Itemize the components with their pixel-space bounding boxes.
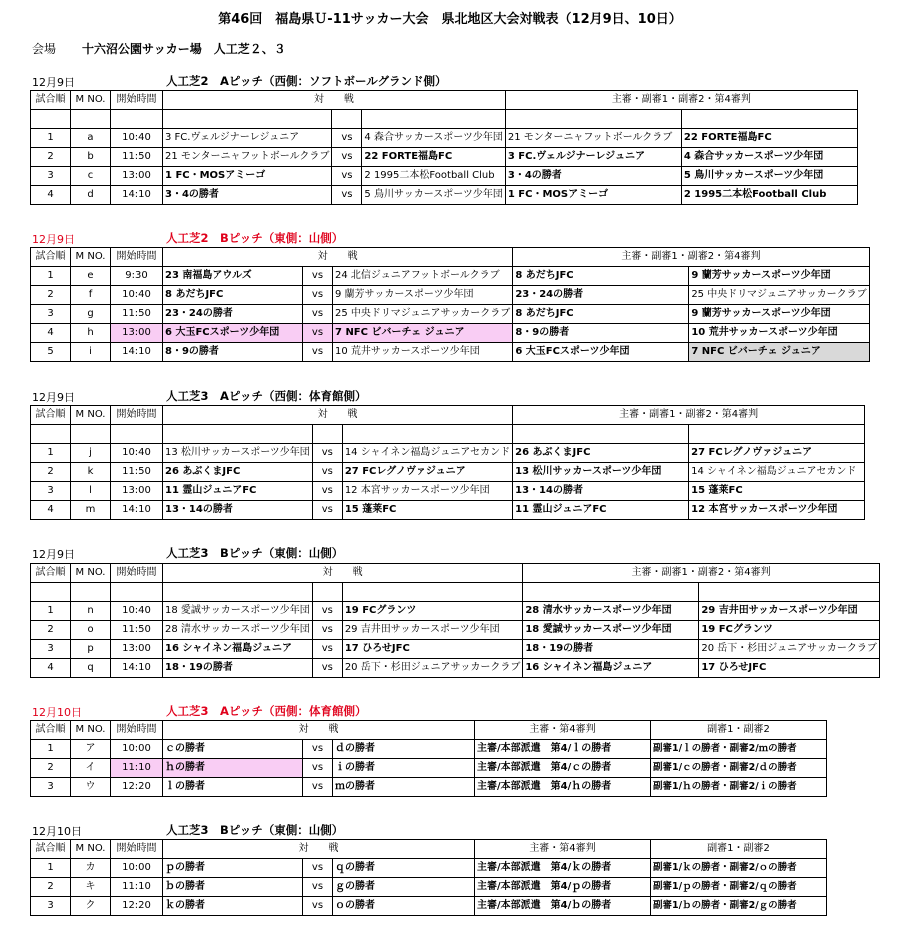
header-mno: M NO. bbox=[71, 721, 111, 740]
match-number: b bbox=[71, 148, 111, 167]
start-time: 12:20 bbox=[111, 897, 163, 916]
header-referee-assist: 副審1・副審2 bbox=[651, 840, 827, 859]
match-order: 1 bbox=[31, 859, 71, 878]
schedule-table bbox=[30, 720, 827, 797]
header-mno: M NO. bbox=[71, 91, 111, 110]
section-header bbox=[30, 821, 870, 839]
vs-label: vs bbox=[303, 759, 333, 778]
team-2: ｄの勝者 bbox=[333, 740, 475, 759]
header-referee-assist: 副審1・副審2 bbox=[651, 721, 827, 740]
section-header bbox=[30, 387, 870, 405]
referee-assist: 副審1/ｃの勝者・副審2/ｄの勝者 bbox=[651, 759, 827, 778]
schedule-table bbox=[30, 563, 880, 678]
match-order: 2 bbox=[31, 878, 71, 897]
team-2: 10 荒井サッカースポーツ少年団 bbox=[333, 343, 513, 362]
header-mno: M NO. bbox=[71, 840, 111, 859]
start-time: 11:50 bbox=[111, 463, 163, 482]
referee-2: 7 NFC ビバーチェ ジュニア bbox=[689, 343, 869, 362]
referee-assist: 副審1/ｋの勝者・副審2/ｏの勝者 bbox=[651, 859, 827, 878]
team-2: 5 鳥川サッカースポーツ少年団 bbox=[362, 186, 505, 205]
start-time: 10:00 bbox=[111, 859, 163, 878]
team-1: 23 南福島アウルズ bbox=[163, 267, 303, 286]
referee-2: 25 中央ドリマジュニアサッカークラブ bbox=[689, 286, 869, 305]
blank-row bbox=[31, 583, 880, 602]
match-number: m bbox=[71, 501, 111, 520]
table-row bbox=[31, 286, 870, 305]
table-row bbox=[31, 267, 870, 286]
header-order: 試合順 bbox=[31, 721, 71, 740]
referee-2: 19 FCグランツ bbox=[699, 621, 880, 640]
team-2: 14 シャイネン福島ジュニアセカンド bbox=[342, 444, 512, 463]
referee-1: 18 愛誠サッカースポーツ少年団 bbox=[523, 621, 699, 640]
table-header-row bbox=[31, 721, 827, 740]
referee-assist: 副審1/ｂの勝者・副審2/ｇの勝者 bbox=[651, 897, 827, 916]
match-order: 3 bbox=[31, 897, 71, 916]
section-pitch: 人工芝2 Bピッチ（東側：山側） bbox=[166, 231, 344, 245]
referee-main: 主審/本部派遣 第4/ｃの勝者 bbox=[475, 759, 651, 778]
header-mno: M NO. bbox=[71, 406, 111, 425]
referee-main: 主審/本部派遣 第4/ｐの勝者 bbox=[475, 878, 651, 897]
schedule-table bbox=[30, 247, 870, 362]
vs-label: vs bbox=[303, 324, 333, 343]
schedule-table bbox=[30, 405, 865, 520]
team-1: ｌの勝者 bbox=[163, 778, 303, 797]
schedule-table bbox=[30, 90, 858, 205]
match-number: h bbox=[71, 324, 111, 343]
table-row bbox=[31, 129, 858, 148]
referee-2: 17 ひろせJFC bbox=[699, 659, 880, 678]
header-order: 試合順 bbox=[31, 248, 71, 267]
section-date: 12月9日 bbox=[32, 76, 75, 89]
referee-1: 21 モンターニャフットボールクラブ bbox=[505, 129, 681, 148]
table-row bbox=[31, 167, 858, 186]
header-time: 開始時間 bbox=[111, 840, 163, 859]
venue-line bbox=[32, 40, 286, 57]
match-number: a bbox=[71, 129, 111, 148]
section-date: 12月9日 bbox=[32, 391, 75, 404]
start-time: 13:00 bbox=[111, 324, 163, 343]
header-referees: 主審・副審1・副審2・第4審判 bbox=[523, 564, 880, 583]
match-order: 3 bbox=[31, 640, 71, 659]
match-order: 1 bbox=[31, 602, 71, 621]
schedule-table bbox=[30, 839, 827, 916]
referee-1: 6 大玉FCスポーツ少年団 bbox=[513, 343, 689, 362]
table-row bbox=[31, 324, 870, 343]
start-time: 11:50 bbox=[111, 621, 163, 640]
match-order: 4 bbox=[31, 659, 71, 678]
table-row bbox=[31, 463, 865, 482]
referee-main: 主審/本部派遣 第4/ｈの勝者 bbox=[475, 778, 651, 797]
start-time: 14:10 bbox=[111, 659, 163, 678]
referee-2: 22 FORTE福島FC bbox=[681, 129, 857, 148]
table-row bbox=[31, 444, 865, 463]
match-number: ウ bbox=[71, 778, 111, 797]
match-order: 4 bbox=[31, 501, 71, 520]
team-2: ｉの勝者 bbox=[333, 759, 475, 778]
referee-2: 20 岳下・杉田ジュニアサッカークラブ bbox=[699, 640, 880, 659]
team-2: 19 FCグランツ bbox=[342, 602, 523, 621]
section-pitch: 人工芝2 Aピッチ（西側：ソフトボールグランド側） bbox=[166, 74, 447, 88]
referee-1: 18・19の勝者 bbox=[523, 640, 699, 659]
referee-1: 11 霊山ジュニアFC bbox=[513, 501, 689, 520]
match-number: n bbox=[71, 602, 111, 621]
venue-label: 会場 bbox=[32, 42, 57, 56]
referee-1: 28 清水サッカースポーツ少年団 bbox=[523, 602, 699, 621]
team-1: ｋの勝者 bbox=[163, 897, 303, 916]
start-time: 10:00 bbox=[111, 740, 163, 759]
referee-assist: 副審1/ｈの勝者・副審2/ｉの勝者 bbox=[651, 778, 827, 797]
start-time: 11:50 bbox=[111, 305, 163, 324]
vs-label: vs bbox=[303, 878, 333, 897]
table-row bbox=[31, 759, 827, 778]
table-row bbox=[31, 859, 827, 878]
referee-2: 5 鳥川サッカースポーツ少年団 bbox=[681, 167, 857, 186]
match-number: q bbox=[71, 659, 111, 678]
table-row bbox=[31, 602, 880, 621]
section-header bbox=[30, 544, 870, 562]
team-2: ｇの勝者 bbox=[333, 878, 475, 897]
header-referee-main: 主審・第4審判 bbox=[475, 721, 651, 740]
header-time: 開始時間 bbox=[111, 406, 163, 425]
team-2: 17 ひろせJFC bbox=[342, 640, 523, 659]
referee-1: 23・24の勝者 bbox=[513, 286, 689, 305]
table-row bbox=[31, 148, 858, 167]
referee-1: 3・4の勝者 bbox=[505, 167, 681, 186]
match-order: 3 bbox=[31, 167, 71, 186]
match-number: j bbox=[71, 444, 111, 463]
match-number: ク bbox=[71, 897, 111, 916]
document-title: 第46回 福島県Ｕ-11サッカー大会 県北地区大会対戦表（12月9日、10日） bbox=[218, 12, 682, 27]
team-1: 18 愛誠サッカースポーツ少年団 bbox=[163, 602, 313, 621]
section-header bbox=[30, 72, 870, 90]
team-2: ｍの勝者 bbox=[333, 778, 475, 797]
referee-1: 16 シャイネン福島ジュニア bbox=[523, 659, 699, 678]
referee-2: 10 荒井サッカースポーツ少年団 bbox=[689, 324, 869, 343]
team-2: ｏの勝者 bbox=[333, 897, 475, 916]
team-2: 7 NFC ビバーチェ ジュニア bbox=[333, 324, 513, 343]
vs-label: vs bbox=[312, 602, 342, 621]
match-order: 3 bbox=[31, 305, 71, 324]
team-2: 27 FCレグノヴァジュニア bbox=[342, 463, 512, 482]
start-time: 9:30 bbox=[111, 267, 163, 286]
team-1: 21 モンターニャフットボールクラブ bbox=[163, 148, 332, 167]
referee-2: 12 本宮サッカースポーツ少年団 bbox=[689, 501, 865, 520]
table-row bbox=[31, 640, 880, 659]
team-1: 8 あだちJFC bbox=[163, 286, 303, 305]
header-time: 開始時間 bbox=[111, 721, 163, 740]
section-pitch: 人工芝3 Aピッチ（西側：体育館側） bbox=[166, 704, 367, 718]
header-time: 開始時間 bbox=[111, 564, 163, 583]
team-1: 28 清水サッカースポーツ少年団 bbox=[163, 621, 313, 640]
section-date: 12月10日 bbox=[32, 706, 82, 719]
header-matchup: 対 戦 bbox=[163, 406, 513, 425]
referee-2: 27 FCレグノヴァジュニア bbox=[689, 444, 865, 463]
referee-2: 4 森合サッカースポーツ少年団 bbox=[681, 148, 857, 167]
table-header-row bbox=[31, 248, 870, 267]
vs-label: vs bbox=[303, 897, 333, 916]
table-row bbox=[31, 501, 865, 520]
blank-row bbox=[31, 110, 858, 129]
team-1: 1 FC・MOSアミーゴ bbox=[163, 167, 332, 186]
match-order: 1 bbox=[31, 740, 71, 759]
team-1: 18・19の勝者 bbox=[163, 659, 313, 678]
team-2: 9 蘭芳サッカースポーツ少年団 bbox=[333, 286, 513, 305]
table-row bbox=[31, 740, 827, 759]
referee-2: 2 1995二本松Football Club bbox=[681, 186, 857, 205]
section-date: 12月9日 bbox=[32, 233, 75, 246]
vs-label: vs bbox=[303, 343, 333, 362]
header-time: 開始時間 bbox=[111, 91, 163, 110]
start-time: 14:10 bbox=[111, 186, 163, 205]
match-number: o bbox=[71, 621, 111, 640]
match-number: c bbox=[71, 167, 111, 186]
team-1: 3 FC.ヴェルジナーレジュニア bbox=[163, 129, 332, 148]
start-time: 10:40 bbox=[111, 286, 163, 305]
referee-main: 主審/本部派遣 第4/ｋの勝者 bbox=[475, 859, 651, 878]
table-row bbox=[31, 305, 870, 324]
team-1: ｈの勝者 bbox=[163, 759, 303, 778]
referee-1: 8・9の勝者 bbox=[513, 324, 689, 343]
referee-assist: 副審1/ｐの勝者・副審2/ｑの勝者 bbox=[651, 878, 827, 897]
match-number: d bbox=[71, 186, 111, 205]
team-1: ｂの勝者 bbox=[163, 878, 303, 897]
start-time: 14:10 bbox=[111, 343, 163, 362]
vs-label: vs bbox=[303, 740, 333, 759]
vs-label: vs bbox=[332, 167, 362, 186]
table-row bbox=[31, 343, 870, 362]
vs-label: vs bbox=[303, 305, 333, 324]
referee-1: 13 松川サッカースポーツ少年団 bbox=[513, 463, 689, 482]
table-row bbox=[31, 482, 865, 501]
start-time: 13:00 bbox=[111, 640, 163, 659]
team-2: 29 吉井田サッカースポーツ少年団 bbox=[342, 621, 523, 640]
team-1: ｐの勝者 bbox=[163, 859, 303, 878]
start-time: 10:40 bbox=[111, 602, 163, 621]
match-number: f bbox=[71, 286, 111, 305]
vs-label: vs bbox=[332, 186, 362, 205]
table-row bbox=[31, 621, 880, 640]
table-row bbox=[31, 778, 827, 797]
referee-main: 主審/本部派遣 第4/ｌの勝者 bbox=[475, 740, 651, 759]
vs-label: vs bbox=[312, 463, 342, 482]
referee-2: 15 蓬莱FC bbox=[689, 482, 865, 501]
match-order: 2 bbox=[31, 621, 71, 640]
match-order: 4 bbox=[31, 324, 71, 343]
start-time: 13:00 bbox=[111, 167, 163, 186]
match-order: 1 bbox=[31, 129, 71, 148]
match-number: p bbox=[71, 640, 111, 659]
team-1: 26 あぶくまJFC bbox=[163, 463, 313, 482]
match-order: 4 bbox=[31, 186, 71, 205]
table-header-row bbox=[31, 406, 865, 425]
section-header bbox=[30, 702, 870, 720]
match-number: i bbox=[71, 343, 111, 362]
header-time: 開始時間 bbox=[111, 248, 163, 267]
team-2: 24 北信ジュニアフットボールクラブ bbox=[333, 267, 513, 286]
vs-label: vs bbox=[332, 129, 362, 148]
team-2: 2 1995二本松Football Club bbox=[362, 167, 505, 186]
referee-1: 3 FC.ヴェルジナーレジュニア bbox=[505, 148, 681, 167]
start-time: 11:10 bbox=[111, 759, 163, 778]
table-row bbox=[31, 878, 827, 897]
start-time: 11:10 bbox=[111, 878, 163, 897]
match-number: イ bbox=[71, 759, 111, 778]
team-1: 16 シャイネン福島ジュニア bbox=[163, 640, 313, 659]
team-2: 20 岳下・杉田ジュニアサッカークラブ bbox=[342, 659, 523, 678]
match-order: 2 bbox=[31, 463, 71, 482]
referee-2: 9 蘭芳サッカースポーツ少年団 bbox=[689, 267, 869, 286]
referee-1: 8 あだちJFC bbox=[513, 305, 689, 324]
vs-label: vs bbox=[312, 501, 342, 520]
match-number: e bbox=[71, 267, 111, 286]
start-time: 13:00 bbox=[111, 482, 163, 501]
match-order: 3 bbox=[31, 482, 71, 501]
team-1: 11 霊山ジュニアFC bbox=[163, 482, 313, 501]
header-order: 試合順 bbox=[31, 91, 71, 110]
referee-1: 1 FC・MOSアミーゴ bbox=[505, 186, 681, 205]
match-number: l bbox=[71, 482, 111, 501]
vs-label: vs bbox=[303, 778, 333, 797]
header-referee-main: 主審・第4審判 bbox=[475, 840, 651, 859]
vs-label: vs bbox=[303, 267, 333, 286]
header-referees: 主審・副審1・副審2・第4審判 bbox=[505, 91, 857, 110]
match-number: g bbox=[71, 305, 111, 324]
team-2: 22 FORTE福島FC bbox=[362, 148, 505, 167]
team-2: ｑの勝者 bbox=[333, 859, 475, 878]
section-header bbox=[30, 229, 870, 247]
match-order: 2 bbox=[31, 148, 71, 167]
match-order: 1 bbox=[31, 267, 71, 286]
match-order: 2 bbox=[31, 286, 71, 305]
referee-1: 13・14の勝者 bbox=[513, 482, 689, 501]
header-matchup: 対 戦 bbox=[163, 91, 506, 110]
header-order: 試合順 bbox=[31, 564, 71, 583]
section-pitch: 人工芝3 Bピッチ（東側：山側） bbox=[166, 823, 344, 837]
match-number: キ bbox=[71, 878, 111, 897]
vs-label: vs bbox=[303, 286, 333, 305]
match-number: k bbox=[71, 463, 111, 482]
header-matchup: 対 戦 bbox=[163, 248, 513, 267]
vs-label: vs bbox=[312, 659, 342, 678]
match-number: ア bbox=[71, 740, 111, 759]
vs-label: vs bbox=[312, 640, 342, 659]
start-time: 12:20 bbox=[111, 778, 163, 797]
team-1: ｃの勝者 bbox=[163, 740, 303, 759]
vs-label: vs bbox=[303, 859, 333, 878]
match-order: 3 bbox=[31, 778, 71, 797]
match-order: 1 bbox=[31, 444, 71, 463]
match-number: カ bbox=[71, 859, 111, 878]
vs-label: vs bbox=[332, 148, 362, 167]
match-order: 2 bbox=[31, 759, 71, 778]
team-1: 8・9の勝者 bbox=[163, 343, 303, 362]
header-order: 試合順 bbox=[31, 406, 71, 425]
vs-label: vs bbox=[312, 482, 342, 501]
section-pitch: 人工芝3 Bピッチ（東側：山側） bbox=[166, 546, 344, 560]
section-pitch: 人工芝3 Aピッチ（西側：体育館側） bbox=[166, 389, 367, 403]
header-matchup: 対 戦 bbox=[163, 840, 475, 859]
header-referees: 主審・副審1・副審2・第4審判 bbox=[513, 248, 869, 267]
table-row bbox=[31, 186, 858, 205]
vs-label: vs bbox=[312, 621, 342, 640]
table-row bbox=[31, 659, 880, 678]
blank-row bbox=[31, 425, 865, 444]
referee-1: 26 あぶくまJFC bbox=[513, 444, 689, 463]
start-time: 14:10 bbox=[111, 501, 163, 520]
team-1: 13 松川サッカースポーツ少年団 bbox=[163, 444, 313, 463]
header-order: 試合順 bbox=[31, 840, 71, 859]
header-mno: M NO. bbox=[71, 564, 111, 583]
vs-label: vs bbox=[312, 444, 342, 463]
team-2: 15 蓬莱FC bbox=[342, 501, 512, 520]
table-header-row bbox=[31, 91, 858, 110]
referee-2: 9 蘭芳サッカースポーツ少年団 bbox=[689, 305, 869, 324]
start-time: 10:40 bbox=[111, 444, 163, 463]
team-1: 23・24の勝者 bbox=[163, 305, 303, 324]
start-time: 11:50 bbox=[111, 148, 163, 167]
section-date: 12月10日 bbox=[32, 825, 82, 838]
team-2: 4 森合サッカースポーツ少年団 bbox=[362, 129, 505, 148]
section-date: 12月9日 bbox=[32, 548, 75, 561]
table-header-row bbox=[31, 564, 880, 583]
referee-assist: 副審1/ｌの勝者・副審2/ｍの勝者 bbox=[651, 740, 827, 759]
header-mno: M NO. bbox=[71, 248, 111, 267]
referee-1: 8 あだちJFC bbox=[513, 267, 689, 286]
table-header-row bbox=[31, 840, 827, 859]
venue-name: 十六沼公園サッカー場 人工芝２、３ bbox=[82, 42, 286, 56]
header-matchup: 対 戦 bbox=[163, 721, 475, 740]
header-referees: 主審・副審1・副審2・第4審判 bbox=[513, 406, 865, 425]
match-order: 5 bbox=[31, 343, 71, 362]
referee-2: 14 シャイネン福島ジュニアセカンド bbox=[689, 463, 865, 482]
table-row bbox=[31, 897, 827, 916]
team-1: 3・4の勝者 bbox=[163, 186, 332, 205]
team-1: 6 大玉FCスポーツ少年団 bbox=[163, 324, 303, 343]
start-time: 10:40 bbox=[111, 129, 163, 148]
header-matchup: 対 戦 bbox=[163, 564, 523, 583]
referee-main: 主審/本部派遣 第4/ｂの勝者 bbox=[475, 897, 651, 916]
referee-2: 29 吉井田サッカースポーツ少年団 bbox=[699, 602, 880, 621]
team-1: 13・14の勝者 bbox=[163, 501, 313, 520]
team-2: 25 中央ドリマジュニアサッカークラブ bbox=[333, 305, 513, 324]
team-2: 12 本宮サッカースポーツ少年団 bbox=[342, 482, 512, 501]
